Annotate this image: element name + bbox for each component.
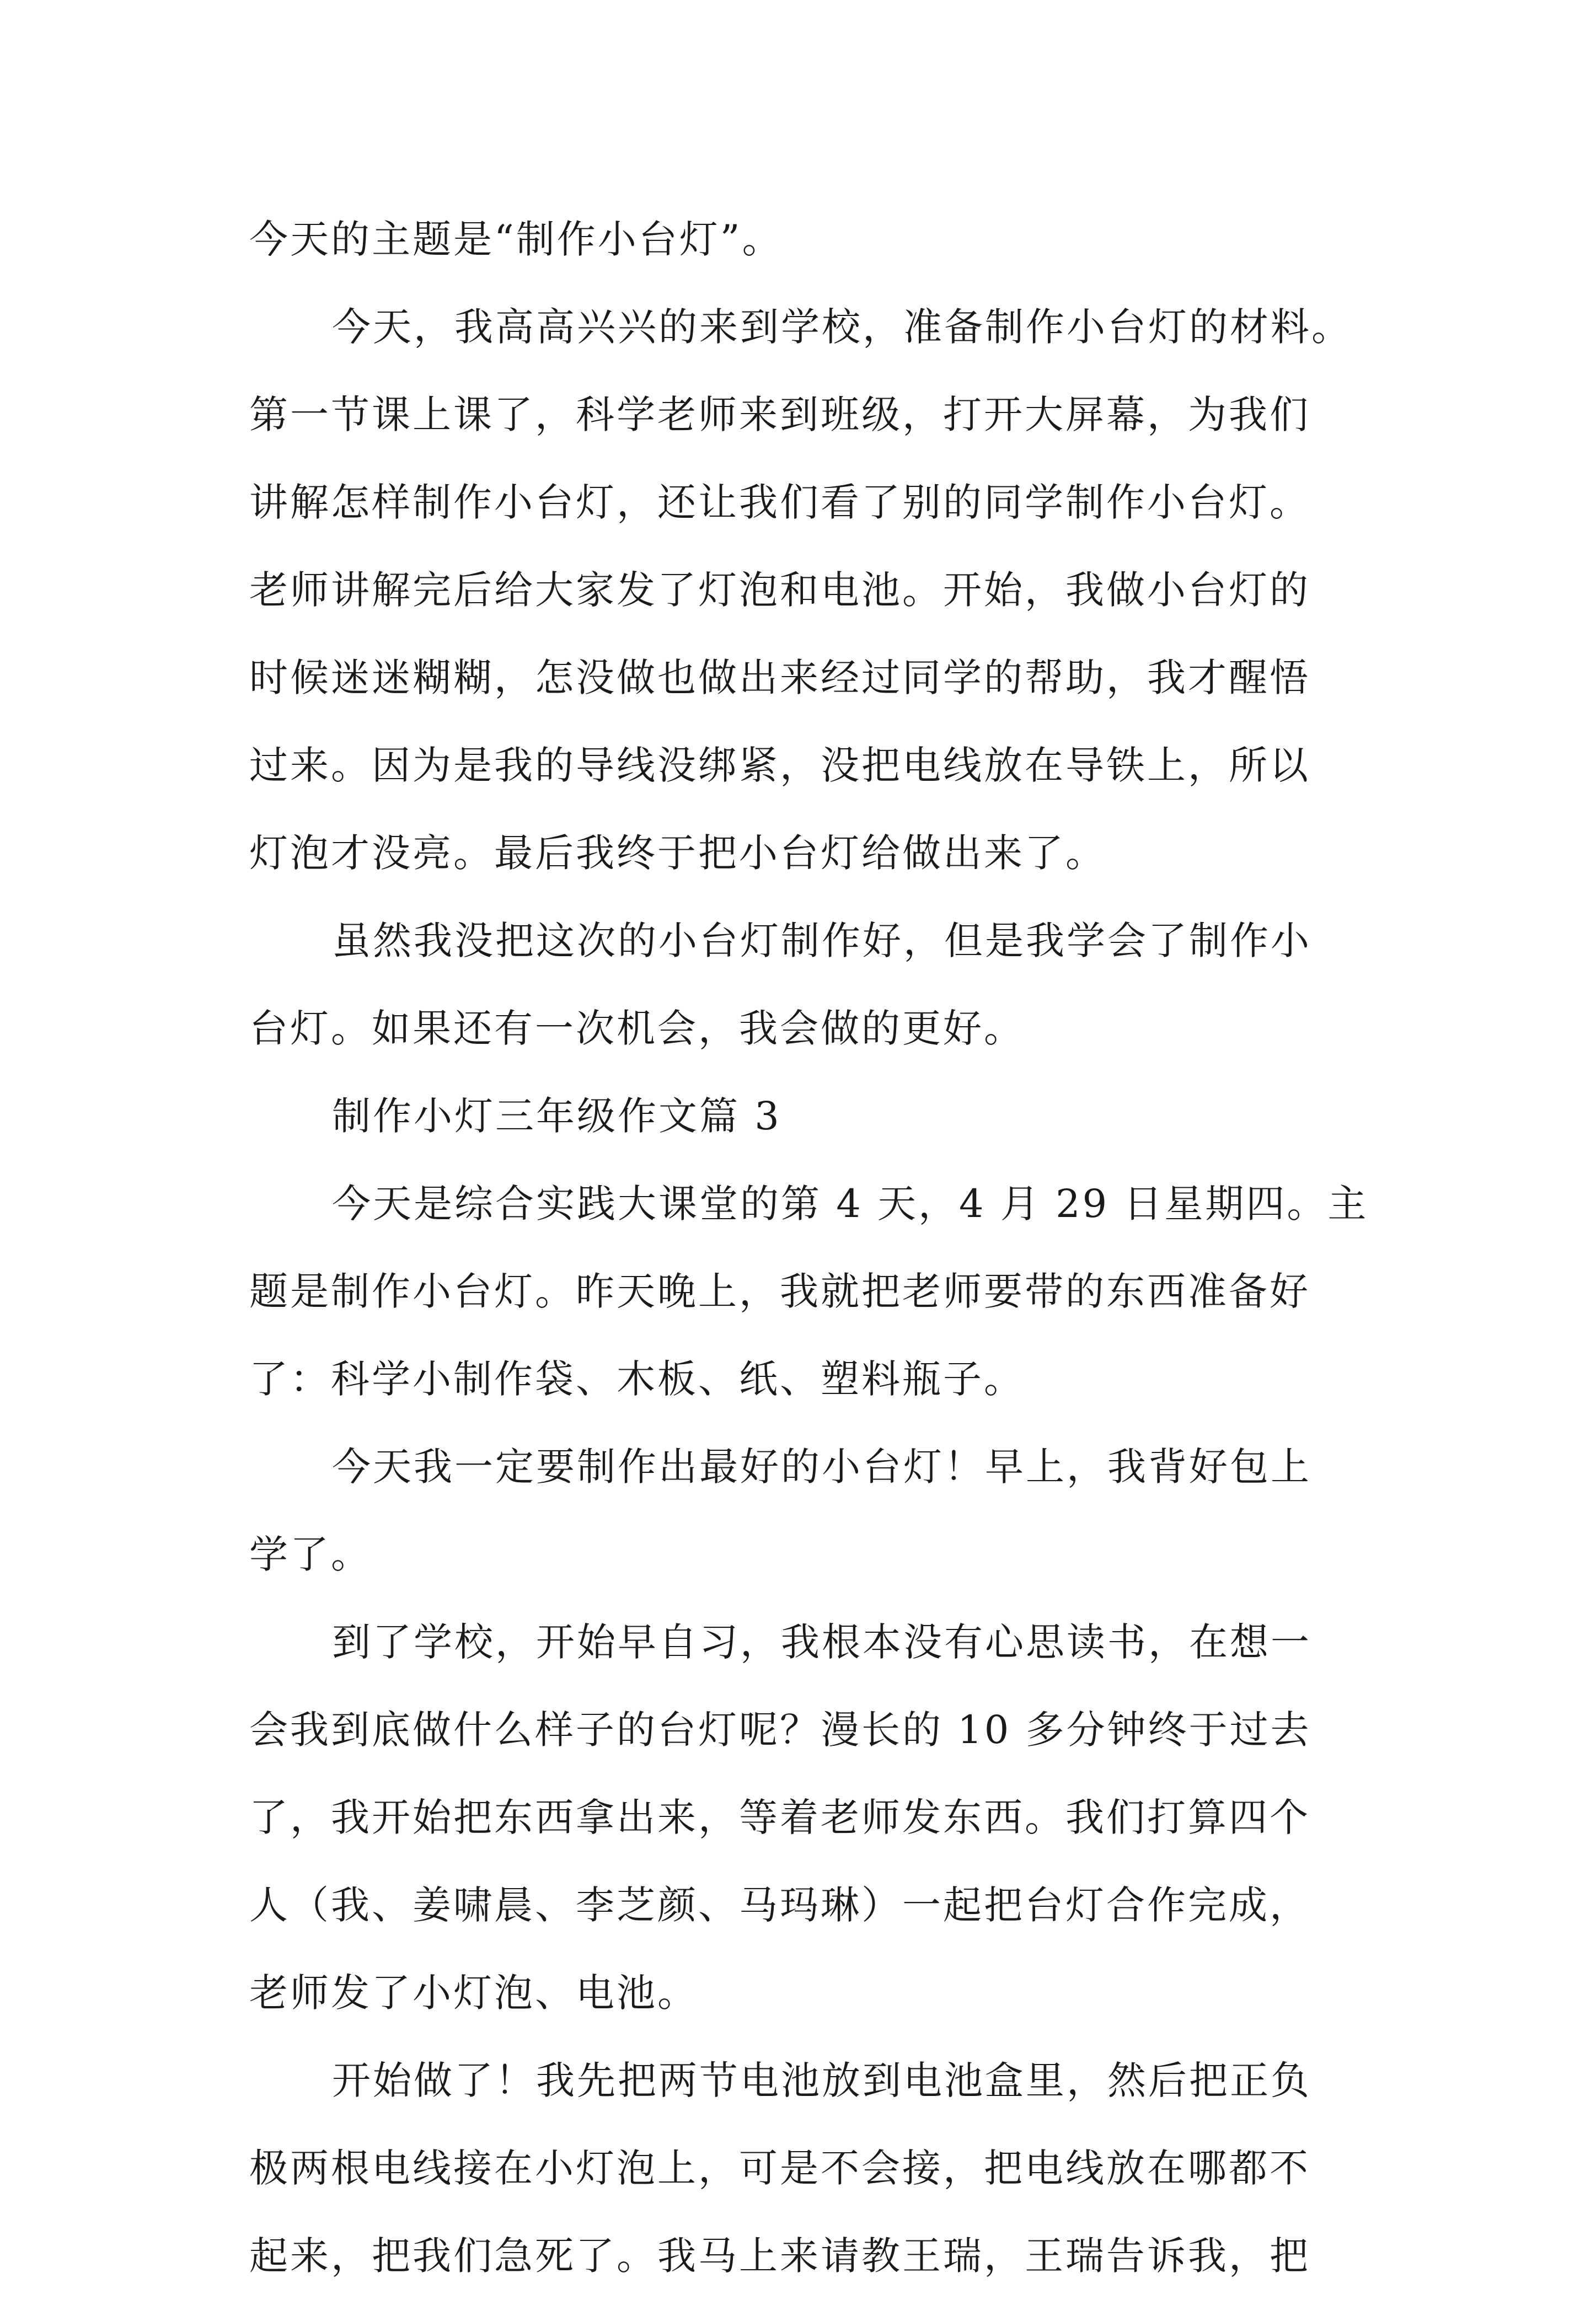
text-line: 过来。因为是我的导线没绑紧，没把电线放在导铁上，所以 [249, 743, 1310, 788]
text-line: 人（我、姜啸晨、李芝颜、马玛琳）一起把台灯合作完成， [249, 1883, 1310, 1928]
text-line: 老师讲解完后给大家发了灯泡和电池。开始，我做小台灯的 [249, 567, 1310, 613]
text-line: 灯泡才没亮。最后我终于把小台灯给做出来了。 [249, 830, 1106, 876]
text-line: 讲解怎样制作小台灯，还让我们看了别的同学制作小台灯。 [249, 480, 1310, 525]
text-line: 题是制作小台灯。昨天晚上，我就把老师要带的东西准备好 [249, 1269, 1310, 1314]
text-line: 第一节课上课了，科学老师来到班级，打开大屏幕，为我们 [249, 392, 1310, 437]
text-line: 今天是综合实践大课堂的第 4 天，4 月 29 日星期四。主 [332, 1181, 1369, 1226]
text-line: 极两根电线接在小灯泡上，可是不会接，把电线放在哪都不 [249, 2146, 1310, 2191]
text-line: 会我到底做什么样子的台灯呢？漫长的 10 多分钟终于过去 [249, 1707, 1311, 1752]
text-line: 台灯。如果还有一次机会，我会做的更好。 [249, 1006, 1025, 1051]
document-body [249, 196, 1369, 2300]
text-line: 时候迷迷糊糊，怎没做也做出来经过同学的帮助，我才醒悟 [249, 655, 1310, 700]
text-line: 了：科学小制作袋、木板、纸、塑料瓶子。 [249, 1357, 1025, 1402]
text-line: 今天的主题是“制作小台灯”。 [249, 217, 783, 262]
text-line: 今天我一定要制作出最好的小台灯！早上，我背好包上 [332, 1444, 1311, 1489]
text-line: 制作小灯三年级作文篇 3 [332, 1093, 781, 1139]
text-line: 虽然我没把这次的小台灯制作好，但是我学会了制作小 [332, 918, 1311, 963]
text-line: 学了。 [249, 1532, 372, 1577]
text-line: 老师发了小灯泡、电池。 [249, 1970, 698, 2015]
text-line: 今天，我高高兴兴的来到学校，准备制作小台灯的材料。 [332, 304, 1352, 350]
text-line: 开始做了！我先把两节电池放到电池盒里，然后把正负 [332, 2058, 1311, 2103]
text-line: 到了学校，开始早自习，我根本没有心思读书，在想一 [332, 1620, 1311, 1665]
text-line: 起来，把我们急死了。我马上来请教王瑞，王瑞告诉我，把 [249, 2233, 1310, 2278]
text-line: 了，我开始把东西拿出来，等着老师发东西。我们打算四个 [249, 1795, 1310, 1840]
